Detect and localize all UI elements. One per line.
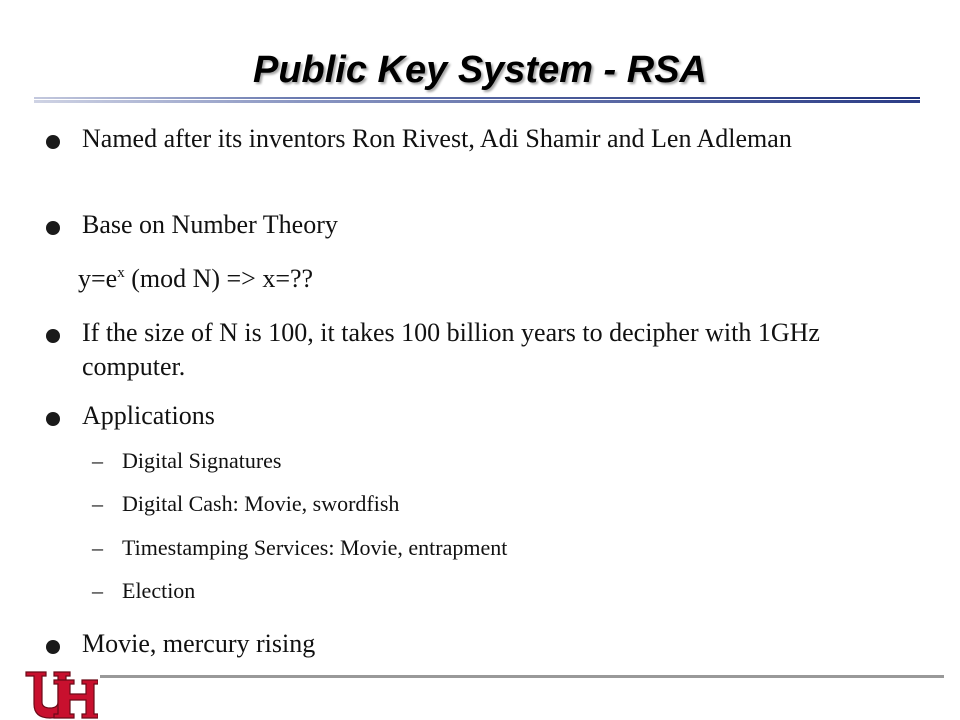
sub-bullet-dash: – <box>92 535 103 560</box>
sub-bullet-text: Timestamping Services: Movie, entrapment <box>122 535 508 560</box>
bullet-dot-icon <box>46 329 60 343</box>
title-underline <box>34 97 920 105</box>
sub-bullet-dash: – <box>92 491 103 516</box>
sub-bullet-dash: – <box>92 578 103 603</box>
sub-bullet-text: Digital Signatures <box>122 448 282 473</box>
sub-bullet-item <box>92 577 912 605</box>
footer-divider <box>100 675 944 678</box>
sub-bullet-item <box>92 490 912 518</box>
sub-bullet-item <box>92 534 912 562</box>
formula-line <box>78 262 313 296</box>
slide-title: Public Key System - RSA <box>252 49 708 91</box>
bullet-dot-icon <box>46 640 60 654</box>
bullet-text: Movie, mercury rising <box>82 629 316 658</box>
sub-bullet-text: Election <box>122 578 196 603</box>
title-underline-top <box>34 97 920 99</box>
title-underline-bottom <box>34 100 920 103</box>
formula-exponent: x <box>117 265 125 281</box>
bullet-text: Named after its inventors Ron Rivest, Adi Shamir and Len Adleman <box>82 124 792 153</box>
formula-base: y=e <box>78 264 118 293</box>
sub-bullet-text: Digital Cash: Movie, swordfish <box>122 491 400 516</box>
bullet-text: Base on Number Theory <box>82 210 338 239</box>
sub-bullet-dash: – <box>92 448 103 473</box>
university-logo-icon <box>24 668 98 720</box>
sub-bullet-item <box>92 447 912 475</box>
bullet-text: If the size of N is 100, it takes 100 billion years to decipher with 1GHz computer. <box>82 318 820 381</box>
bullet-text: Applications <box>82 401 215 430</box>
bullet-dot-icon <box>46 412 60 426</box>
bullet-dot-icon <box>46 135 60 149</box>
formula-rest: (mod N) => x=?? <box>124 264 314 293</box>
bullet-dot-icon <box>46 221 60 235</box>
